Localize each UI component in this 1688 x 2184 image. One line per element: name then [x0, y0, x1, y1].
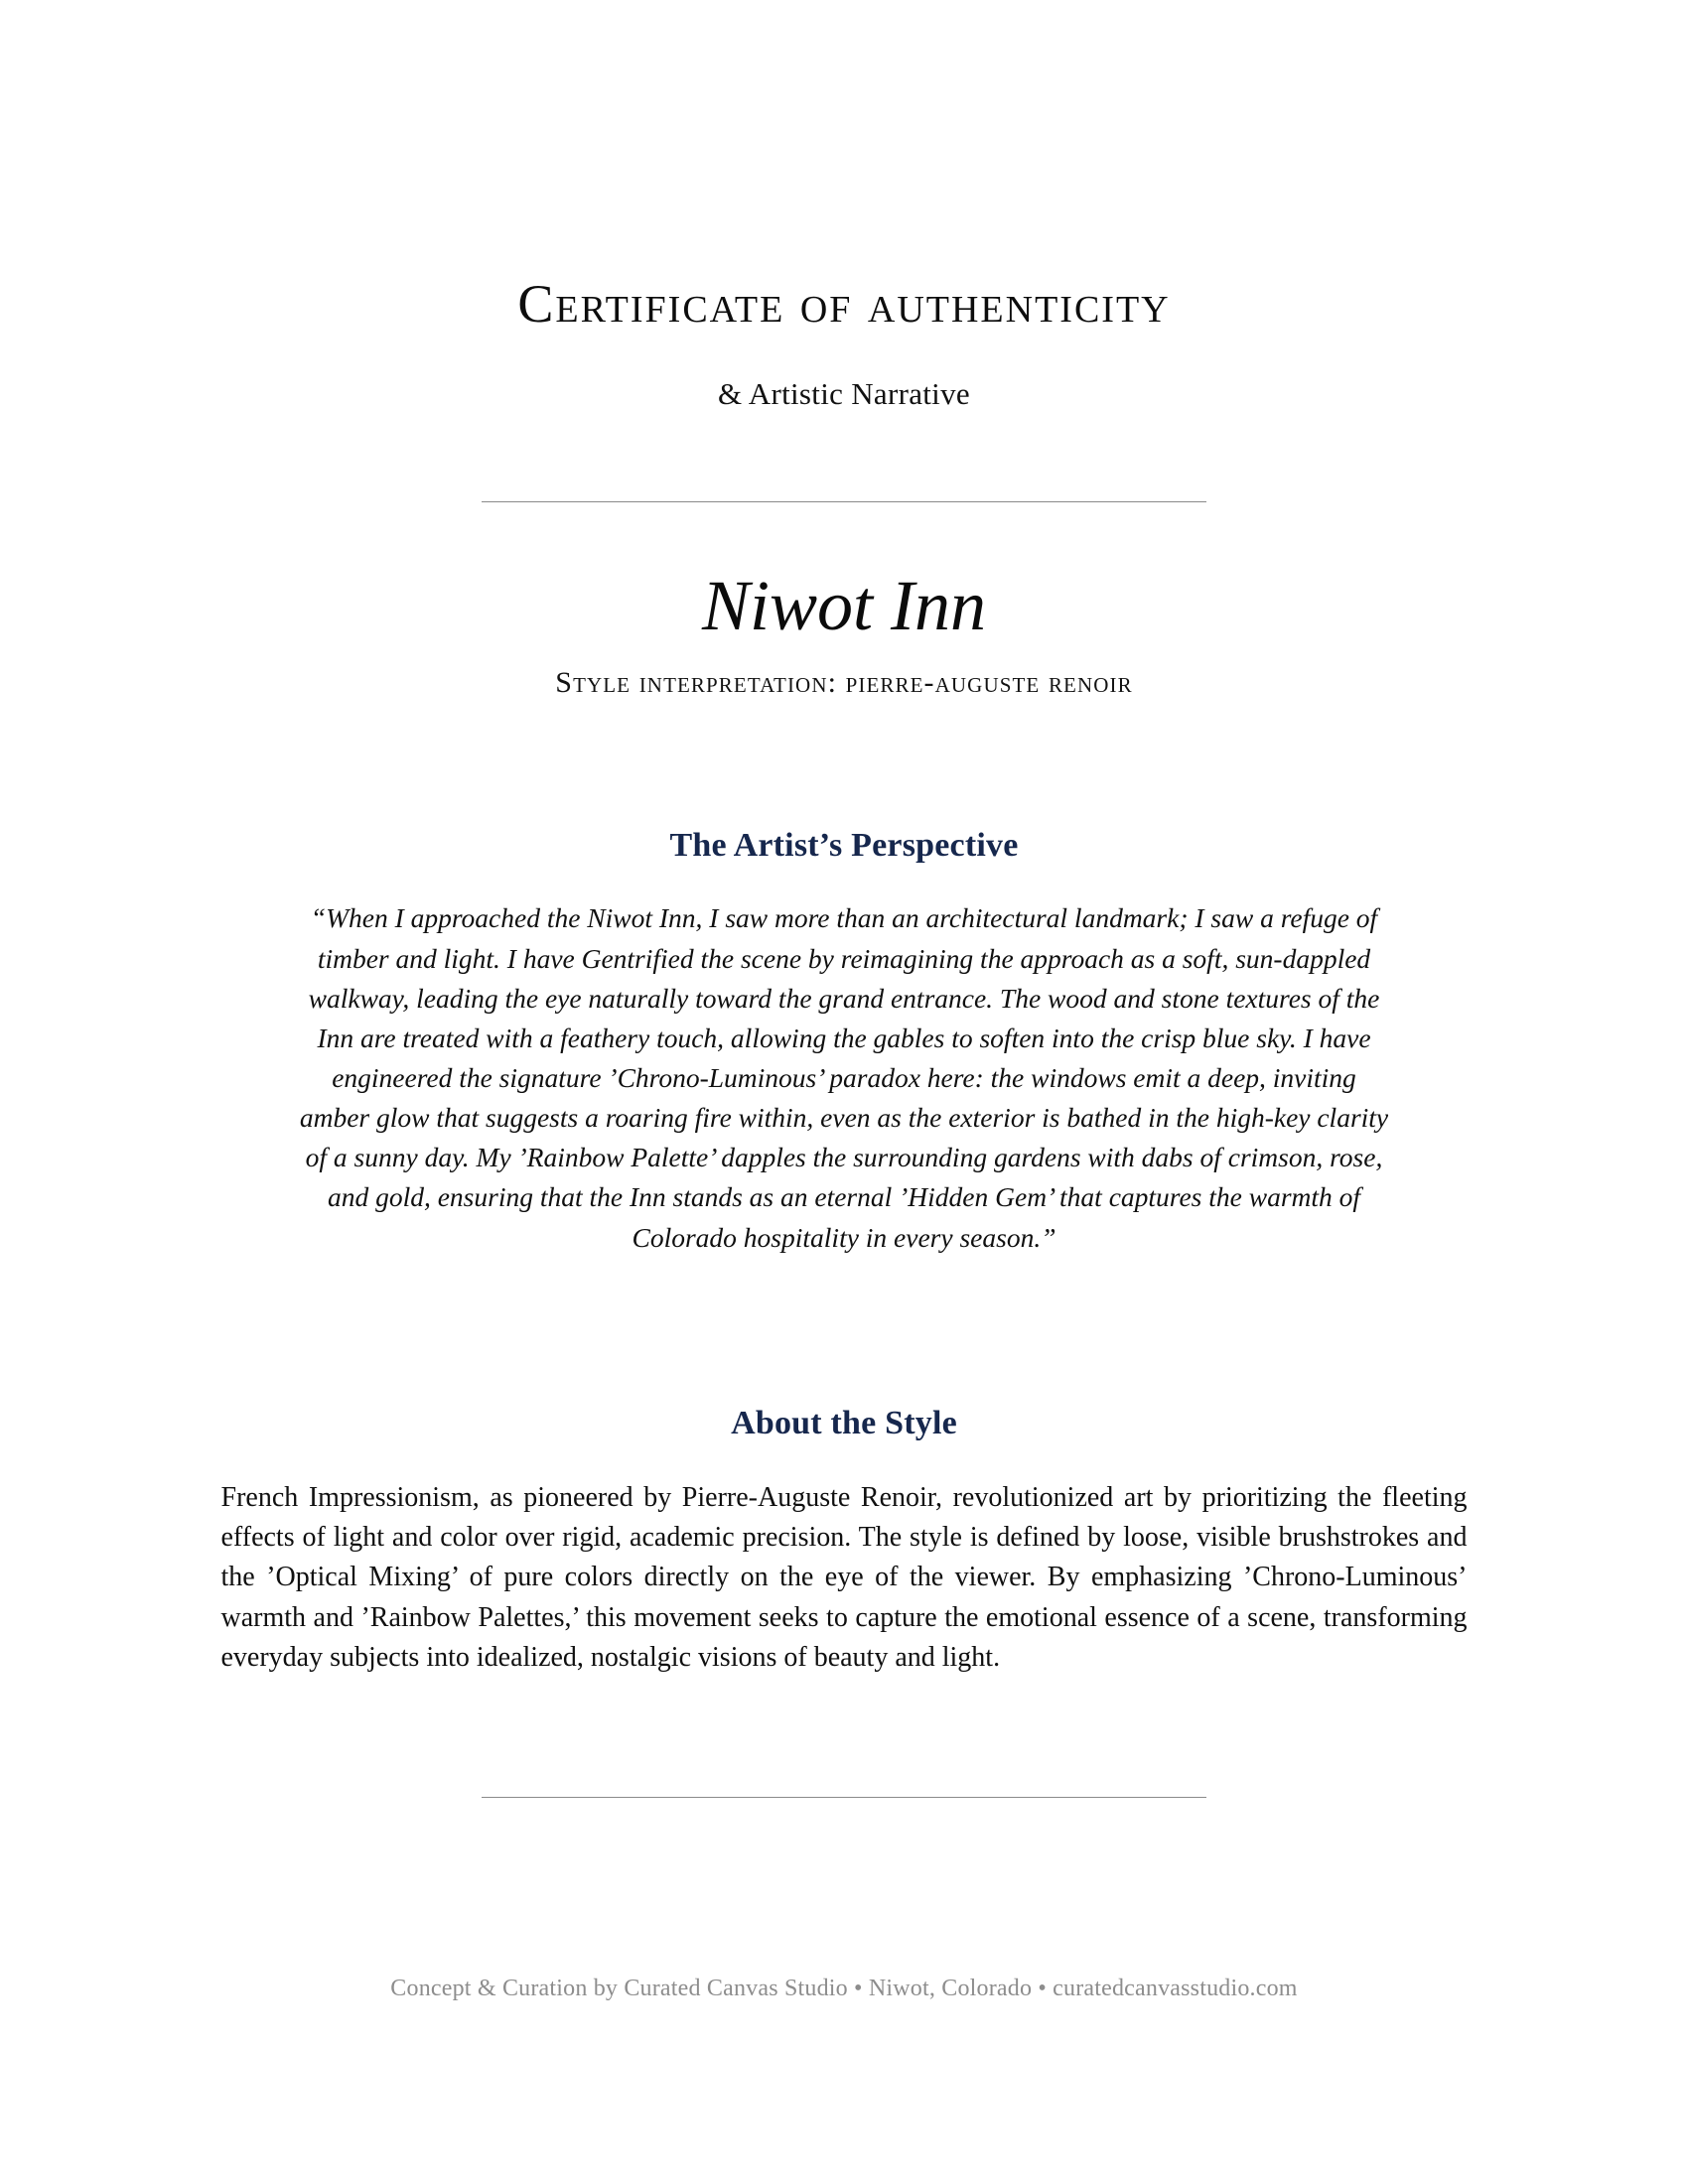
divider-bottom — [482, 1797, 1206, 1798]
document-subtitle: & Artistic Narrative — [718, 375, 970, 411]
section-heading-artists-perspective: The Artist’s Perspective — [669, 827, 1019, 865]
about-style-paragraph: French Impressionism, as pioneered by Pierre-Auguste Renoir, revolutionized art by prioritizing the fleeting effects of light and color over rigid, academic precision. The style is defined by loose, visible brushstrokes and the ’Optical Mixing’ of pure colors directly on the eye of the viewer. By emphasizing ’Chrono-Luminous’ warmth and ’Rainbow Palettes,’ this movement seeks to capture the emotional essence of a scene, transforming everyday subjects into idealized, nostalgic visions of beauty and light. — [220, 1481, 1468, 1673]
section-heading-about-the-style: About the Style — [731, 1404, 957, 1441]
artwork-title-block — [0, 565, 1688, 701]
divider-top — [482, 501, 1206, 502]
artist-quote: “When I approached the Niwot Inn, I saw more than an architectural landmark; I saw a refuge of timber and light. I have Gentrified the scene by reimagining the approach as a soft, sun-dappled walkway, leading the eye naturally toward the grand entrance. The wood and stone textures of the Inn are treated with a feathery touch, allowing the gables to soften into the crisp blue sky. I have engineered the signature ’Chrono-Luminous’ paradox here: the windows emit a deep, inviting amber glow that suggests a roaring fire within, even as the exterior is bathed in the high-key clarity of a sunny day. My ’Rainbow Palette’ dapples the surrounding gardens with dabs of crimson, rose, and gold, ensuring that the Inn stands as an eternal ’Hidden Gem’ that captures the warmth of Colorado hospitality in every season.” — [299, 902, 1389, 1253]
artwork-name: Niwot Inn — [701, 565, 987, 645]
document-header — [0, 0, 1688, 412]
page-title: Certificate of authenticity — [517, 274, 1171, 334]
artwork-style-interpretation: Style interpretation: pierre-auguste renoir — [555, 666, 1133, 700]
footer-credit: Concept & Curation by Curated Canvas Studio • Niwot, Colorado • curatedcanvasstudio.com — [390, 1976, 1298, 2001]
